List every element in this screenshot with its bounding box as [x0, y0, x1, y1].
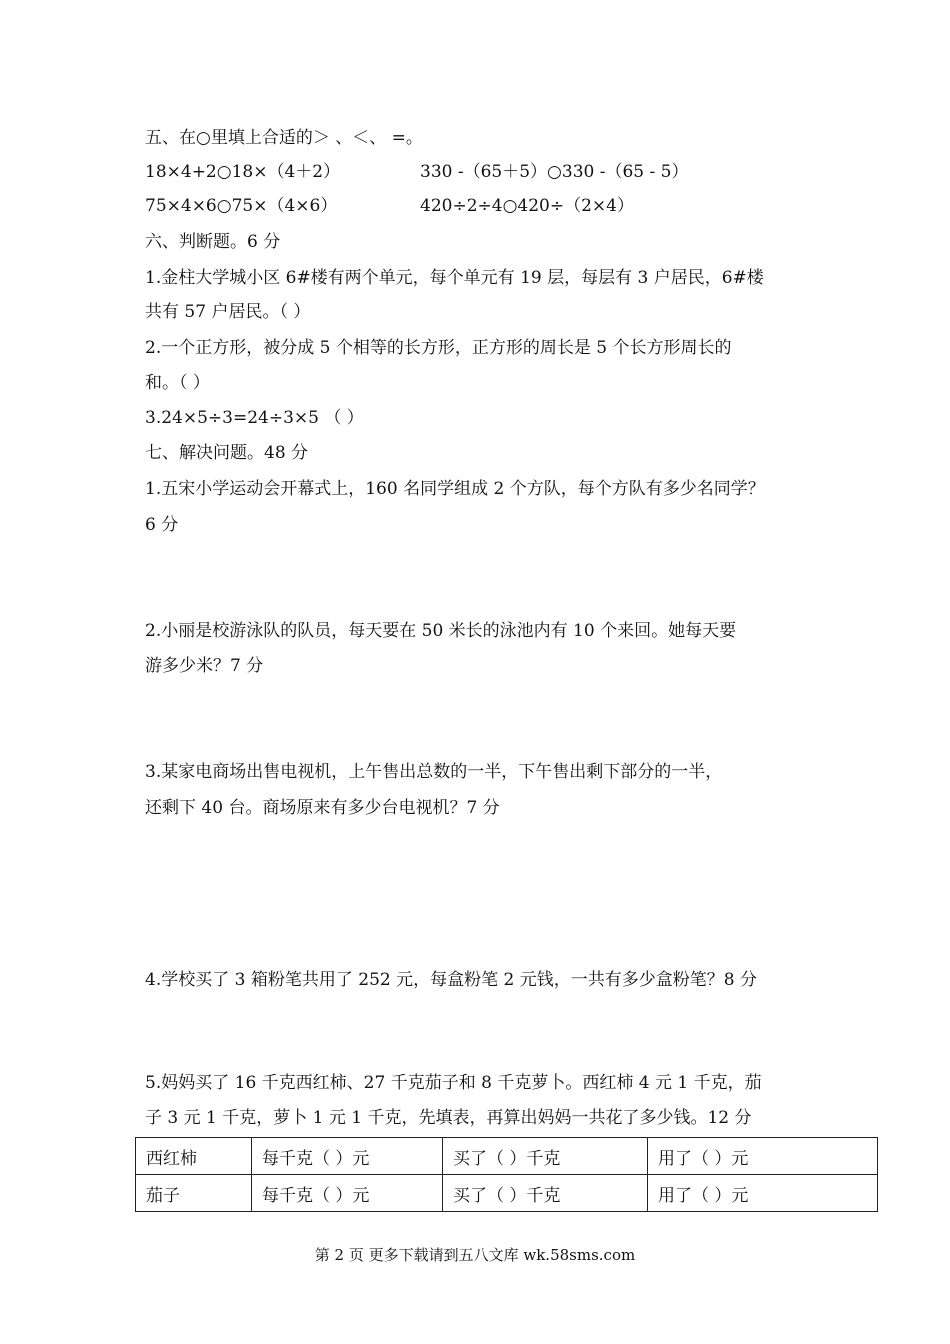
price-table [135, 1137, 878, 1212]
problem-q3-line1: 3.某家电商场出售电视机，上午售出总数的一半，下午售出剩下部分的一半， [145, 762, 723, 782]
compare-2-right: 420÷2÷4○420÷（2×4） [420, 196, 634, 216]
problem-q1-line1: 1.五宋小学运动会开幕式上，160 名同学组成 2 个方队，每个方队有多少名同学？ [145, 479, 765, 499]
section6-title: 六、判断题。6 分 [145, 232, 281, 252]
section5-title: 五、在○里填上合适的＞ 、＜、 =。 [145, 128, 423, 148]
problem-q3-line2: 还剩下 40 台。商场原来有多少台电视机？7 分 [145, 798, 500, 818]
section7-title: 七、解决问题。48 分 [145, 443, 309, 463]
table-cell-item: 茄子 [136, 1175, 252, 1212]
compare-1-left: 18×4+2○18×（4＋2） [145, 162, 341, 182]
table-cell-spent: 用了（ ）元 [648, 1175, 878, 1212]
problem-q2-line2: 游多少米？7 分 [145, 656, 264, 676]
table-cell-bought: 买了（ ）千克 [443, 1138, 648, 1175]
judge-q3-line1: 3.24×5÷3=24÷3×5 （ ） [145, 408, 364, 428]
judge-q1-line1: 1.金柱大学城小区 6#楼有两个单元，每个单元有 19 层，每层有 3 户居民，6#楼 [145, 268, 764, 288]
compare-2-left: 75×4×6○75×（4×6） [145, 196, 338, 216]
problem-q4-line1: 4.学校买了 3 箱粉笔共用了 252 元，每盒粉笔 2 元钱，一共有多少盒粉笔？8 分 [145, 970, 757, 990]
table-cell-bought: 买了（ ）千克 [443, 1175, 648, 1212]
table-cell-price: 每千克（ ）元 [252, 1138, 443, 1175]
table-row [136, 1138, 878, 1175]
problem-q5-line2: 子 3 元 1 千克，萝卜 1 元 1 千克，先填表，再算出妈妈一共花了多少钱。12 分 [145, 1108, 752, 1128]
judge-q2-line2: 和。（ ） [145, 373, 210, 393]
judge-q2-line1: 2.一个正方形，被分成 5 个相等的长方形，正方形的周长是 5 个长方形周长的 [145, 338, 732, 358]
table-cell-price: 每千克（ ）元 [252, 1175, 443, 1212]
problem-q1-line2: 6 分 [145, 515, 179, 535]
problem-q5-line1: 5.妈妈买了 16 千克西红柿、27 千克茄子和 8 千克萝卜。西红柿 4 元 1 千克，茄 [145, 1073, 762, 1093]
judge-q1-line2: 共有 57 户居民。（ ） [145, 302, 311, 322]
page-footer: 第 2 页 更多下载请到五八文库 wk.58sms.com [314, 1246, 636, 1264]
table-row [136, 1175, 878, 1212]
table-cell-item: 西红柿 [136, 1138, 252, 1175]
compare-1-right: 330 -（65＋5）○330 -（65 - 5） [420, 162, 689, 182]
table-cell-spent: 用了（ ）元 [648, 1138, 878, 1175]
problem-q2-line1: 2.小丽是校游泳队的队员，每天要在 50 米长的泳池内有 10 个来回。她每天要 [145, 621, 737, 641]
